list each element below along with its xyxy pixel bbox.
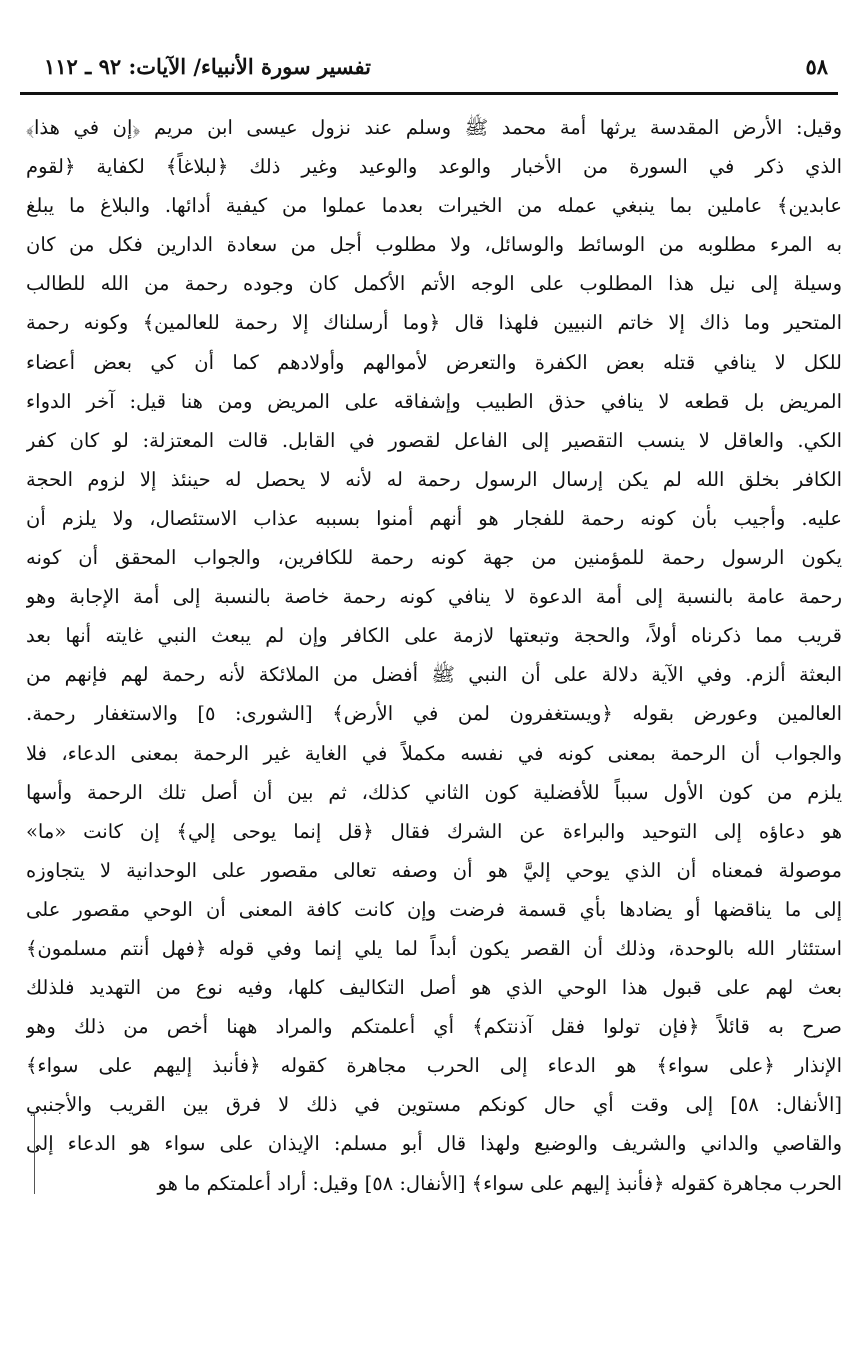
- text-line: يلزم من كون الأول سبباً للأفضلية كون الثاني كذلك، ثم بين أن أصل تلك الرحمة وأسها: [26, 780, 842, 804]
- text-line: والجواب أن الرحمة بمعنى كونه في نفسه مكملاً في الغاية غير الرحمة بمعنى الدعاء، فلا: [26, 741, 842, 765]
- text-line: الحرب مجاهرة كقوله ﴿فأنبذ إليهم على سواء﴾ [الأنفال: ٥٨] وقيل: أراد أعلمتكم ما هو: [157, 1171, 842, 1195]
- text-line: بعث لهم على قبول هذا الوحي الذي هو أصل التكاليف كلها، وفيه نوع من التهديد فلذلك: [26, 976, 842, 1000]
- margin-mark: [34, 1112, 35, 1194]
- text-line: وقيل: الأرض المقدسة يرثها أمة محمد ﷺ وسلم عند نزول عيسى ابن مريم ﴿إن في هذا﴾: [26, 116, 842, 139]
- text-line: العالمين وعورض بقوله ﴿ويستغفرون لمن في الأرض﴾ [الشورى: ٥] والاستغفار رحمة.: [26, 702, 842, 726]
- running-title: تفسير سورة الأنبياء/ الآيات: ٩٢ ـ ١١٢: [44, 54, 371, 79]
- text-line: يكون الرسول رحمة للمؤمنين من جهة كونه رحمة للكافرين، والجواب المحقق أن كونه: [26, 546, 842, 570]
- text-line: صرح به قائلاً ﴿فإن تولوا فقل آذنتكم﴾ أي أعلمتكم والمراد ههنا أخص من ذلك وهو: [26, 1015, 842, 1039]
- text-line: والقاصي والداني والشريف والوضيع ولهذا قال أبو مسلم: الإيذان على سواء هو الدعاء إلى: [26, 1132, 842, 1156]
- text-line: البعثة ألزم. وفي الآية دلالة على أن النبي ﷺ أفضل من الملائكة لأنه رحمة لهم فإنهم من: [26, 663, 842, 687]
- text-line: به المرء مطلوبه من الوسائط والوسائل، ولا مطلوب أجل من سعادة الدارين فكل من كان: [26, 233, 842, 257]
- text-line: الإنذار ﴿على سواء﴾ هو الدعاء إلى الحرب مجاهرة كقوله ﴿فأنبذ إليهم على سواء﴾: [26, 1054, 842, 1078]
- text-line: استئثار الله بالوحدة، وذلك أن القصر يكون أبداً لما يلي إنما وفي قوله ﴿فهل أنتم مسلمون﴾: [26, 936, 842, 960]
- text-line: المريض بل قطعه لا ينافي حذق الطبيب وإشفاقه على المريض ومن هنا قيل: آخر الدواء: [26, 389, 842, 413]
- text-line: الكافر بخلق الله لم يكن إرسال الرسول رحمة له لأنه لا يحصل له حينئذ إلا لزوم الحجة: [26, 467, 842, 491]
- text-line: الذي ذكر في السورة من الأخبار والوعد والوعيد وغير ذلك ﴿لبلاغاً﴾ لكفاية ﴿لقوم: [26, 155, 842, 179]
- text-line: الكي. والعاقل لا ينسب التقصير إلى الفاعل لقصور في القابل. قالت المعتزلة: لو كان كفر: [26, 428, 842, 452]
- text-line: عليه. وأجيب بأن كونه رحمة للفجار هو أنهم أمنوا بسببه عذاب الاستئصال، ولا يلزم أن: [26, 506, 842, 530]
- text-line: للكل لا ينافي قتله بعض الكفرة والتعرض لأموالهم وأولادهم كما أن كي بعض أعضاء: [26, 350, 842, 374]
- text-line: وسيلة إلى نيل هذا المطلوب على الوجه الأتم الأكمل كان وجوده رحمة من الله للطالب: [26, 272, 842, 296]
- page-header: [20, 46, 838, 86]
- text-line: [الأنفال: ٥٨] إلى وقت أي حال كونكم مستوين في ذلك لا فرق بين القريب والأجنبي: [26, 1093, 842, 1117]
- header-divider: [20, 92, 838, 95]
- text-line: قريب مما ذكرناه أولاً، والحجة وتبعتها لازمة على الكافر وإن لم يبعث النبي غايته أنها بعد: [26, 624, 842, 648]
- text-line: هو دعاؤه إلى التوحيد والبراءة عن الشرك فقال ﴿قل إنما يوحى إلي﴾ إن كانت «ما»: [26, 819, 842, 843]
- text-line: إلى ما يناقضها أو يضادها بأي قسمة فرضت وإن كانت كافة المعنى أن الوحي مقصور على: [26, 897, 842, 921]
- text-line: موصولة فمعناه أن الذي يوحي إليَّ هو أن وصفه تعالى مقصور على الوحدانية لا يتجاوزه: [26, 858, 842, 882]
- text-line: عابدين﴾ عاملين بما ينبغي عمله من الخيرات بعدما عملوا من كيفية أدائها. والبلاغ ما يبلغ: [26, 194, 842, 218]
- body-text: [26, 108, 842, 1203]
- text-line: المتحير وما ذاك إلا خاتم النبيين فلهذا قال ﴿وما أرسلناك إلا رحمة للعالمين﴾ وكونه رحمة: [26, 311, 842, 335]
- text-line: رحمة عامة بالنسبة إلى أمة الدعوة لا ينافي كونه رحمة خاصة بالنسبة إلى أمة الإجابة وهو: [26, 585, 842, 609]
- page-number: ٥٨: [805, 54, 828, 79]
